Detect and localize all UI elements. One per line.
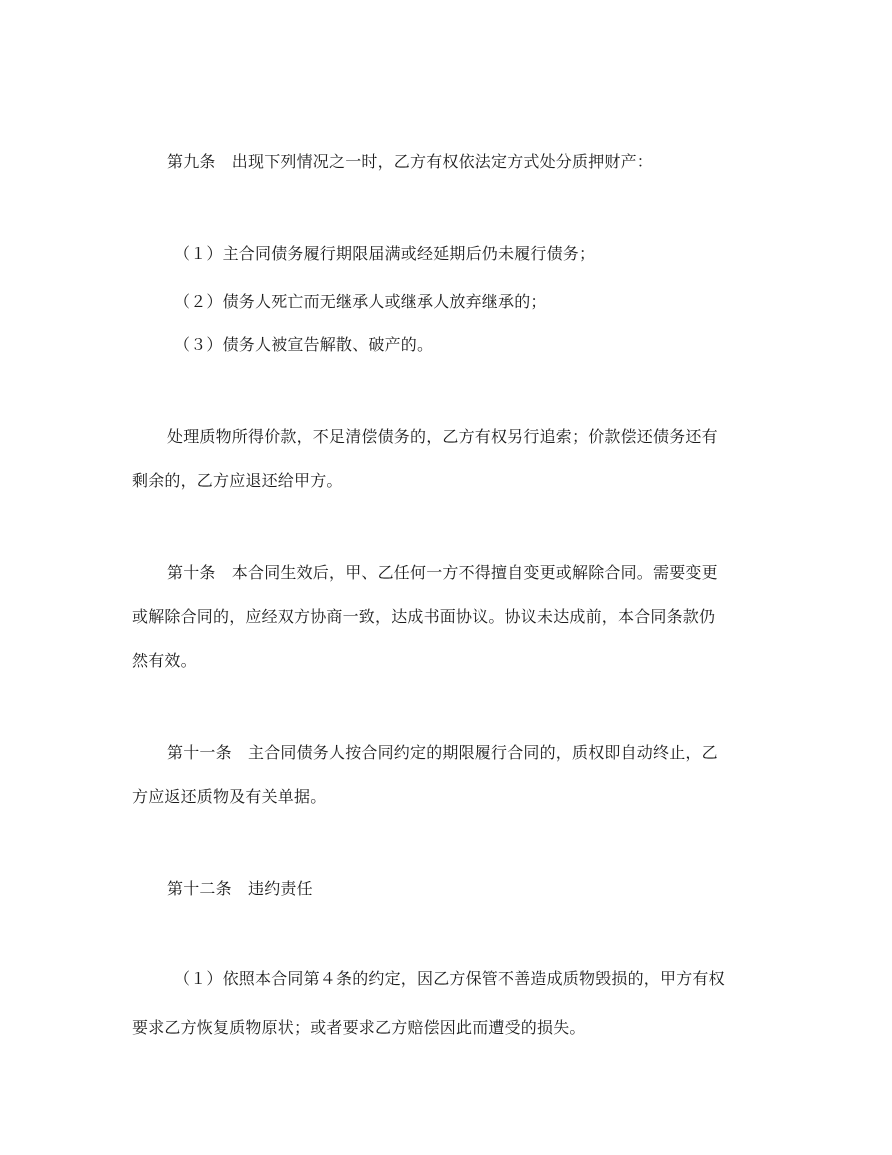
article-12-heading: 第十二条 违约责任	[167, 879, 313, 898]
article-10-line-2: 或解除合同的，应经双方协商一致，达成书面协议。协议未达成前，本合同条款仍	[132, 607, 716, 626]
article-9-item-1: （１）主合同债务履行期限届满或经延期后仍未履行债务；	[174, 244, 596, 263]
article-10-line-1: 第十条 本合同生效后，甲、乙任何一方不得擅自变更或解除合同。需要变更	[167, 563, 718, 582]
article-9-item-3: （３）债务人被宣告解散、破产的。	[174, 335, 434, 354]
article-11-line-2: 方应返还质物及有关单据。	[132, 787, 327, 806]
article-12-item-1-line-1: （１）依照本合同第４条的约定，因乙方保管不善造成质物毁损的，甲方有权	[174, 969, 725, 988]
article-9-note-line-1: 处理质物所得价款，不足清偿债务的，乙方有权另行追索；价款偿还债务还有	[167, 427, 718, 446]
article-11-line-1: 第十一条 主合同债务人按合同约定的期限履行合同的，质权即自动终止，乙	[167, 743, 718, 762]
article-9-item-2: （２）债务人死亡而无继承人或继承人放弃继承的；	[174, 292, 547, 311]
article-9-note-line-2: 剩余的，乙方应退还给甲方。	[132, 471, 343, 490]
article-9-heading: 第九条 出现下列情况之一时，乙方有权依法定方式处分质押财产：	[167, 152, 654, 171]
article-10-line-3: 然有效。	[132, 651, 197, 670]
article-12-item-1-line-2: 要求乙方恢复质物原状；或者要求乙方赔偿因此而遭受的损失。	[132, 1018, 586, 1037]
